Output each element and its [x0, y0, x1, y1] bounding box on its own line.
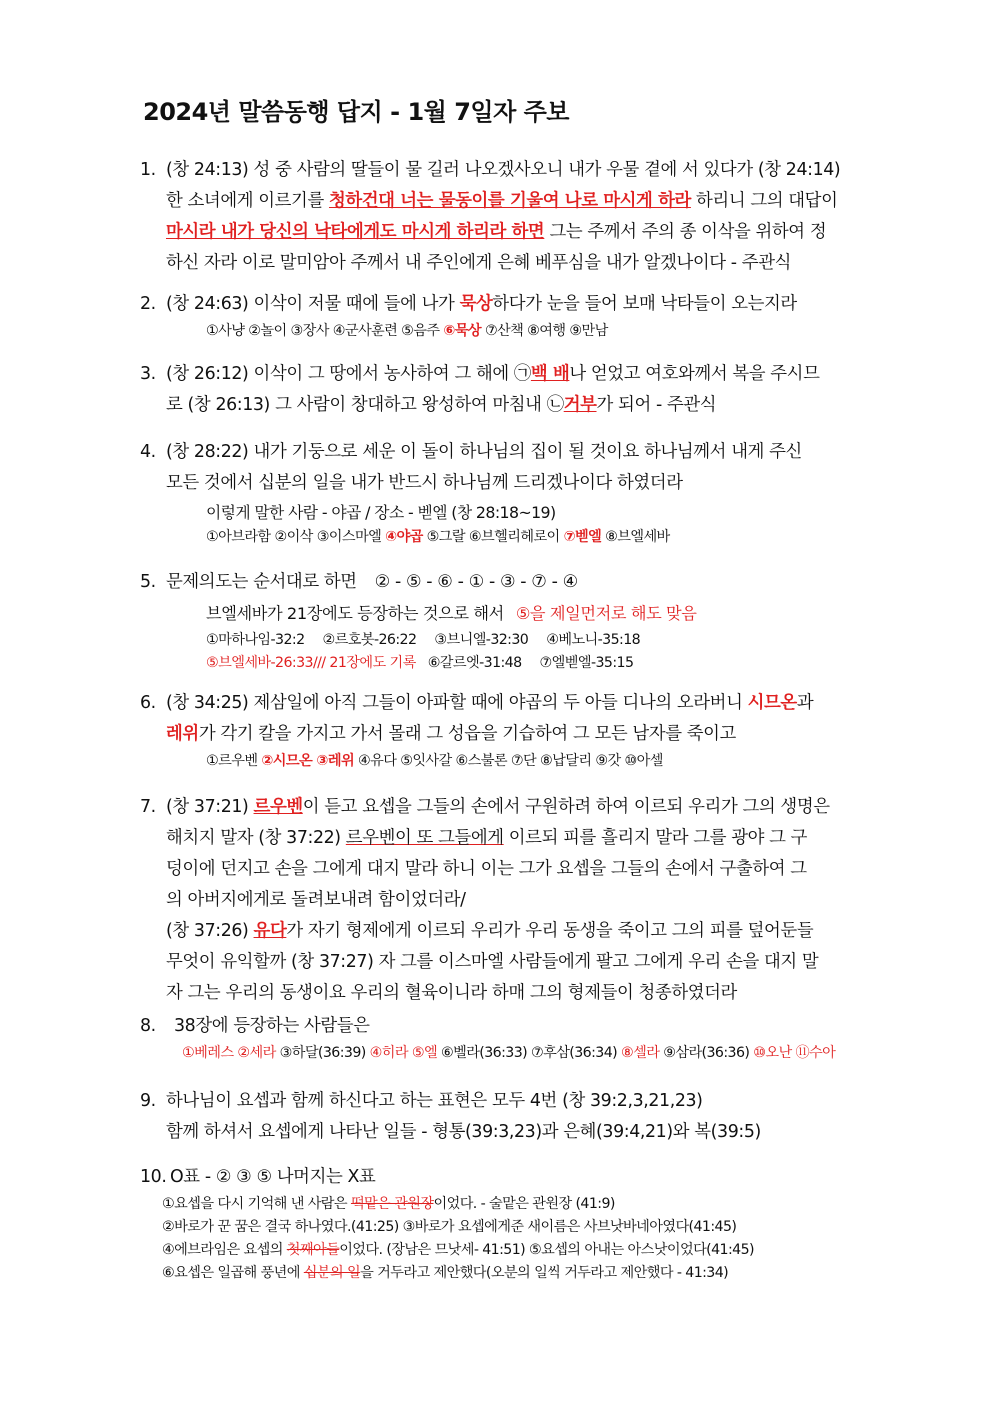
question-number: 10. [140, 1167, 167, 1187]
options: ①베레스 ②세라 ③하달(36:39) ④히라 ⑤엘 ⑥벨라(36:33) ⑦후삼(36:34) ⑧셀라 ⑨삼라(36:36) ⑩오난 ⑪수아 [182, 1045, 836, 1061]
answer-option: ⑥묵상 [443, 323, 482, 339]
question-4: 4. (창 28:22) 내가 기둥으로 세운 이 돌이 하나님의 집이 될 것이요 하나님께서 내게 주신 모든 것에서 십분의 일을 내가 반드시 하나님께 드리겠나이다 하였더라 이렇게 말한 사람 - 야곱 / 장소 - 벧엘 (창 28:18~19) ①아브라함 ②이삭 ③이스마엘 ④야곱 ⑤그랄 ⑥브헬리헤로이 ⑦벧엘 ⑧브엘세바 [140, 437, 855, 549]
question-number: 6. [140, 693, 156, 713]
answer-option: ①베레스 ②세라 [182, 1045, 276, 1061]
question-number: 1. [140, 160, 156, 180]
answer-highlight: 시므온 [747, 693, 797, 713]
answer-highlight: 백 배 [530, 364, 570, 384]
answer-option: ④히라 ⑤엘 [369, 1045, 438, 1061]
question-8: 8. 38장에 등장하는 사람들은 ①베레스 ②세라 ③하달(36:39) ④히라 ⑤엘 ⑥벨라(36:33) ⑦후삼(36:34) ⑧셀라 ⑨삼라(36:36) ⑩오난 ⑪수아 [140, 1011, 855, 1065]
question-5: 5. 문제의도는 순서대로 하면 ② - ⑤ - ⑥ - ① - ③ - ⑦ - ④ 브엘세바가 21장에도 등장하는 것으로 해서 ⑤을 제일먼저로 해도 맞음 ①마하나임-32:2 ②르호봇-26:22 ③브니엘-32:30 ④베노니-35:18 ⑤브엘세바-26:33/// 21장에도 기록 ⑥갈르엣-31:48 ⑦엘벧엘-35:15 [140, 567, 855, 675]
answer-highlight: 묵상 [459, 294, 493, 314]
question-number: 8. [140, 1016, 156, 1036]
answer-highlight: 르우벤이 또 그들에게 [345, 828, 504, 848]
question-number: 2. [140, 294, 156, 314]
question-number: 7. [140, 797, 156, 817]
answer-highlight: 거부 [563, 395, 597, 415]
options: ①사냥 ②놀이 ③장사 ④군사훈련 ⑤음주 ⑥묵상 ⑦산책 ⑧여행 ⑨만남 [206, 323, 608, 339]
question-6: 6. (창 34:25) 제삼일에 아직 그들이 아파할 때에 야곱의 두 아들 디나의 오라버니 시므온과 레위가 각기 칼을 가지고 가서 몰래 그 성읍을 기습하여 그 모든 남자를 죽이고 ①르우벤 ②시므온 ③레위 ④유다 ⑤잇사갈 ⑥스불론 ⑦단 ⑧납달리 ⑨갓 ⑩아셀 [140, 688, 855, 773]
question-1: 1. (창 24:13) 성 중 사람의 딸들이 물 길러 나오겠사오니 내가 우물 곁에 서 있다가 (창 24:14) 한 소녀에게 이르기를 청하건대 너는 물동이를 기울여 나로 마시게 하라 하리니 그의 대답이 마시라 내가 당신의 낙타에게도 마시게 하리라 하면 그는 주께서 주의 종 이삭을 위하여 정 하신 자라 이로 말미암아 주께서 내 주인에게 은혜 베푸심을 내가 알겠나이다 - 주관식 [140, 155, 855, 279]
answer-highlight: 유다 [253, 921, 287, 941]
answer-option: ⑧셀라 [620, 1045, 660, 1061]
struck-answer: 십분의 일 [303, 1265, 361, 1281]
answer-option: ②시므온 ③레위 [261, 753, 355, 769]
options: ①르우벤 ②시므온 ③레위 ④유다 ⑤잇사갈 ⑥스불론 ⑦단 ⑧납달리 ⑨갓 ⑩아셀 [206, 753, 663, 769]
answer-highlight: 레위 [166, 724, 199, 744]
question-2: 2. (창 24:63) 이삭이 저물 때에 들에 나가 묵상하다가 눈을 들어 보매 낙타들이 오는지라 ①사냥 ②놀이 ③장사 ④군사훈련 ⑤음주 ⑥묵상 ⑦산책 ⑧여행 ⑨만남 [140, 289, 855, 343]
question-number: 3. [140, 364, 156, 384]
answer-highlight: 마시라 내가 당신의 낙타에게도 마시게 하리라 하면 [166, 222, 545, 242]
options: ⑤브엘세바-26:33/// 21장에도 기록 ⑥갈르엣-31:48 ⑦엘벧엘-35:15 [206, 655, 634, 671]
question-number: 5. [140, 572, 156, 592]
struck-answer: 첫째아들 [286, 1242, 340, 1258]
options: ①마하나임-32:2 ②르호봇-26:22 ③브니엘-32:30 ④베노니-35:18 [206, 632, 641, 648]
question-7: 7. (창 37:21) 르우벤이 듣고 요셉을 그들의 손에서 구원하려 하여 이르되 우리가 그의 생명은 해치지 말자 (창 37:22) 르우벤이 또 그들에게 이르되 피를 흘리지 말라 그를 광야 그 구 덩이에 던지고 손을 그에게 대지 말라 하니 이는 그가 요셉을 그들의 손에서 구출하여 그 의 아버지에게로 돌려보내려 함이었더라/ (창 37:26) 유다가 자기 형제에게 이르되 우리가 우리 동생을 죽이고 그의 피를 덮어둔들 무엇이 유익할까 (창 37:27) 자 그를 이스마엘 사람들에게 팔고 그에게 우리 손을 대지 말 자 그는 우리의 동생이요 우리의 혈육이니라 하매 그의 형제들이 청종하였더라 [140, 792, 855, 1009]
question-3: 3. (창 26:12) 이삭이 그 땅에서 농사하여 그 해에 ㉠백 배나 얻었고 여호와께서 복을 주시므 로 (창 26:13) 그 사람이 창대하고 왕성하여 마침내 ㉡거부가 되어 - 주관식 [140, 359, 855, 421]
page-title: 2024년 말씀동행 답지 - 1월 7일자 주보 [143, 98, 569, 126]
answer-note: ⑤브엘세바-26:33/// 21장에도 기록 [206, 655, 416, 671]
options: ①아브라함 ②이삭 ③이스마엘 ④야곱 ⑤그랄 ⑥브헬리헤로이 ⑦벧엘 ⑧브엘세바 [206, 529, 670, 545]
question-10: 10. O표 - ② ③ ⑤ 나머지는 X표 ①요셉을 다시 기억해 낸 사람은 떡맡은 관원장이었다. - 술맡은 관원장 (41:9) ②바로가 꾼 꿈은 결국 하나였다.(41:25) ③바로가 요셉에게준 새이름은 사브낫바네아였다(41:45) ④에브라임은 요셉의 첫째아들이었다. (장남은 므낫세- 41:51) ⑤요셉의 아내는 아스낫이었다(41:45) ⑥요셉은 일곱해 풍년에 십분의 일을 거두라고 제안했다(오분의 일씩 거두라고 제안했다 - 41:34) [140, 1162, 855, 1285]
answer-option: ④야곱 [385, 529, 423, 545]
struck-answer: 떡맡은 관원장 [350, 1196, 434, 1212]
answer-option: ⑦벧엘 [563, 529, 602, 545]
question-number: 9. [140, 1091, 156, 1111]
answer-option: ⑩오난 ⑪수아 [753, 1045, 836, 1061]
answer-highlight: 청하건대 너는 물동이를 기울여 나로 마시게 하라 [328, 191, 691, 211]
answer-highlight: 르우벤 [253, 797, 303, 817]
answer-note: ⑤을 제일먼저로 해도 맞음 [515, 604, 697, 623]
question-9: 9. 하나님이 요셉과 함께 하신다고 하는 표현은 모두 4번 (창 39:2,3,21,23) 함께 하셔서 요셉에게 나타난 일들 - 형통(39:3,23)과 은혜(39:4,21)와 복(39:5) [140, 1086, 855, 1148]
question-number: 4. [140, 442, 156, 462]
